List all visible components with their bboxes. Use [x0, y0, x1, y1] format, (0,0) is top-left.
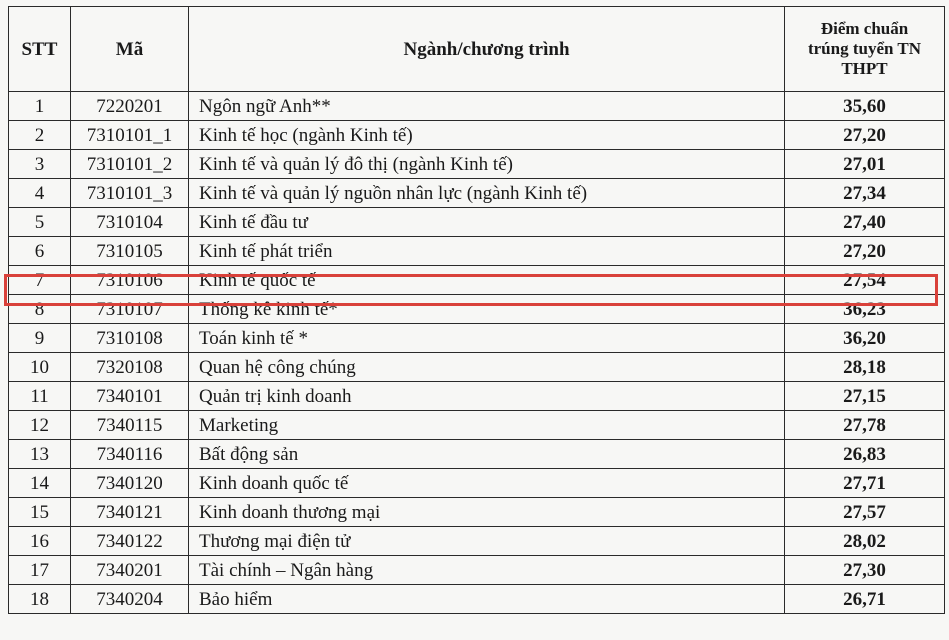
row-stt: 16 — [9, 527, 71, 556]
table-row — [9, 353, 945, 382]
row-score: 28,18 — [785, 353, 945, 382]
header-score-line3: THPT — [841, 59, 888, 78]
header-score-line1: Điểm chuẩn — [820, 19, 909, 38]
row-score: 36,20 — [785, 324, 945, 353]
row-major: Kinh tế và quản lý nguồn nhân lực (ngành Kinh tế) — [189, 179, 785, 208]
table-row — [9, 469, 945, 498]
row-stt: 1 — [9, 92, 71, 121]
row-code: 7310101_2 — [71, 150, 189, 179]
row-major: Kinh tế học (ngành Kinh tế) — [189, 121, 785, 150]
row-code: 7340204 — [71, 585, 189, 614]
row-score: 27,20 — [785, 237, 945, 266]
row-stt: 17 — [9, 556, 71, 585]
row-score: 26,83 — [785, 440, 945, 469]
row-stt: 12 — [9, 411, 71, 440]
row-score: 35,60 — [785, 92, 945, 121]
row-score: 26,71 — [785, 585, 945, 614]
table-row — [9, 295, 945, 324]
row-stt: 4 — [9, 179, 71, 208]
row-code: 7340116 — [71, 440, 189, 469]
row-major: Kinh tế phát triển — [189, 237, 785, 266]
row-major: Quan hệ công chúng — [189, 353, 785, 382]
row-code: 7340101 — [71, 382, 189, 411]
row-score: 28,02 — [785, 527, 945, 556]
row-stt: 8 — [9, 295, 71, 324]
row-major: Bảo hiểm — [189, 585, 785, 614]
row-major: Tài chính – Ngân hàng — [189, 556, 785, 585]
row-stt: 15 — [9, 498, 71, 527]
table-row — [9, 121, 945, 150]
table-row — [9, 556, 945, 585]
table-row — [9, 411, 945, 440]
header-score — [785, 7, 945, 92]
row-stt: 6 — [9, 237, 71, 266]
header-stt: STT — [9, 7, 71, 92]
row-code: 7340122 — [71, 527, 189, 556]
row-stt: 11 — [9, 382, 71, 411]
row-code: 7340121 — [71, 498, 189, 527]
row-major: Marketing — [189, 411, 785, 440]
table-row — [9, 440, 945, 469]
row-code: 7340120 — [71, 469, 189, 498]
row-stt: 10 — [9, 353, 71, 382]
row-stt: 18 — [9, 585, 71, 614]
row-major: Thống kê kinh tế* — [189, 295, 785, 324]
row-stt: 2 — [9, 121, 71, 150]
row-stt: 9 — [9, 324, 71, 353]
row-code: 7310104 — [71, 208, 189, 237]
row-major: Kinh tế đầu tư — [189, 208, 785, 237]
row-major: Kinh doanh thương mại — [189, 498, 785, 527]
row-code: 7340115 — [71, 411, 189, 440]
row-stt: 13 — [9, 440, 71, 469]
row-code: 7310105 — [71, 237, 189, 266]
row-score: 27,20 — [785, 121, 945, 150]
row-score: 27,78 — [785, 411, 945, 440]
row-major: Kinh tế quốc tế — [189, 266, 785, 295]
table-row — [9, 527, 945, 556]
row-code: 7340201 — [71, 556, 189, 585]
row-score: 27,54 — [785, 266, 945, 295]
table-row — [9, 179, 945, 208]
admission-score-table — [8, 6, 945, 614]
table-row — [9, 585, 945, 614]
row-score: 27,01 — [785, 150, 945, 179]
row-stt: 14 — [9, 469, 71, 498]
table-row — [9, 92, 945, 121]
table-row — [9, 150, 945, 179]
row-major: Kinh doanh quốc tế — [189, 469, 785, 498]
row-code: 7310106 — [71, 266, 189, 295]
row-major: Kinh tế và quản lý đô thị (ngành Kinh tế) — [189, 150, 785, 179]
table-row — [9, 382, 945, 411]
table-row — [9, 498, 945, 527]
row-stt: 7 — [9, 266, 71, 295]
row-score: 27,71 — [785, 469, 945, 498]
table-row — [9, 324, 945, 353]
row-score: 27,57 — [785, 498, 945, 527]
row-major: Ngôn ngữ Anh** — [189, 92, 785, 121]
row-stt: 3 — [9, 150, 71, 179]
row-major: Quản trị kinh doanh — [189, 382, 785, 411]
row-score: 27,34 — [785, 179, 945, 208]
row-score: 27,40 — [785, 208, 945, 237]
row-stt: 5 — [9, 208, 71, 237]
row-score: 36,23 — [785, 295, 945, 324]
table-row — [9, 208, 945, 237]
row-code: 7310101_3 — [71, 179, 189, 208]
row-code: 7310108 — [71, 324, 189, 353]
header-score-line2: trúng tuyển TN — [807, 39, 922, 58]
row-code: 7320108 — [71, 353, 189, 382]
table-header-row — [9, 7, 945, 92]
row-code: 7220201 — [71, 92, 189, 121]
header-code: Mã — [71, 7, 189, 92]
header-major: Ngành/chương trình — [189, 7, 785, 92]
row-score: 27,30 — [785, 556, 945, 585]
table-row — [9, 266, 945, 295]
row-major: Thương mại điện tử — [189, 527, 785, 556]
table-row — [9, 237, 945, 266]
row-score: 27,15 — [785, 382, 945, 411]
row-code: 7310101_1 — [71, 121, 189, 150]
table-body — [9, 92, 945, 614]
row-major: Bất động sản — [189, 440, 785, 469]
row-major: Toán kinh tế * — [189, 324, 785, 353]
row-code: 7310107 — [71, 295, 189, 324]
